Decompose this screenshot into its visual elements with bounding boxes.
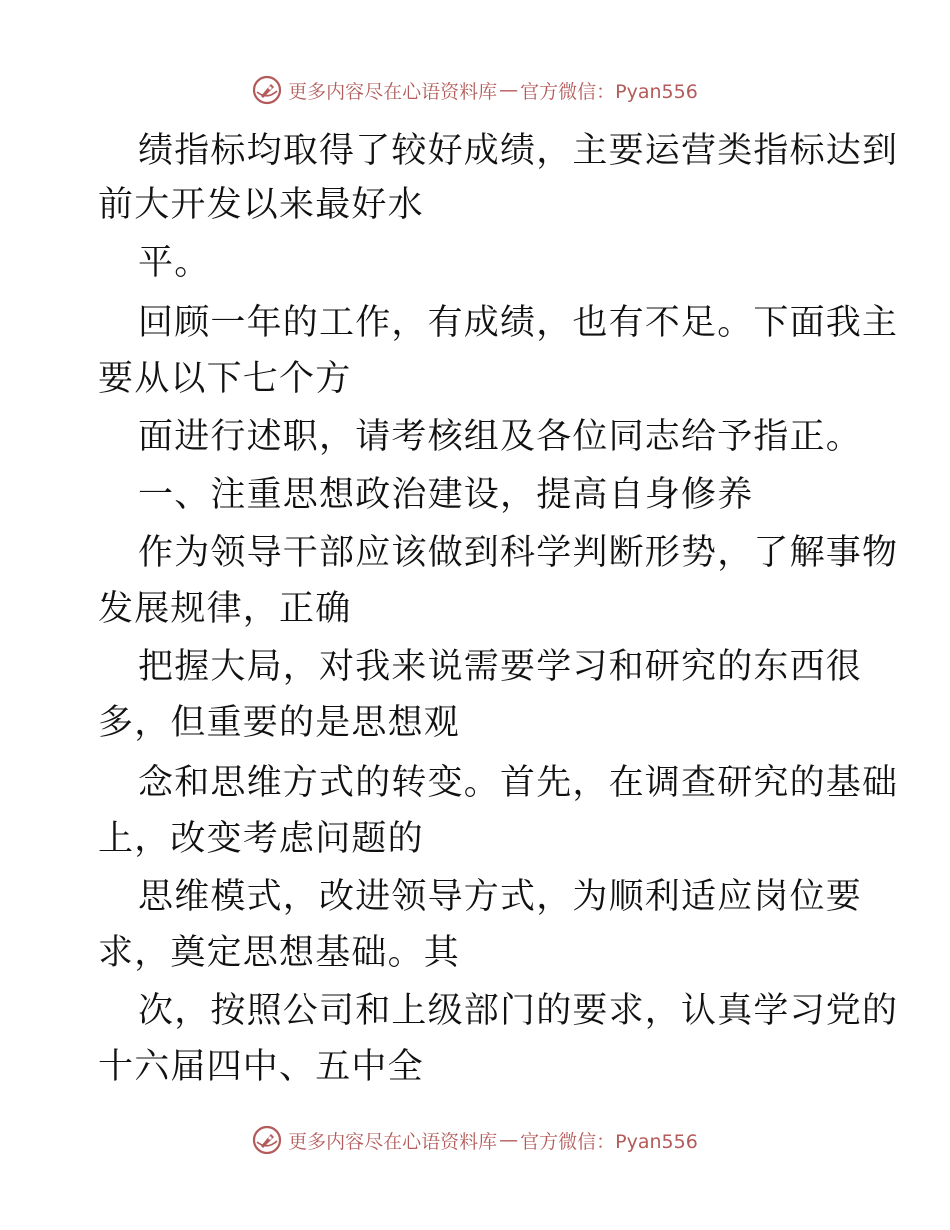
watermark-separator: — bbox=[499, 1129, 519, 1151]
body-line: 十六届四中、五中全 bbox=[98, 1047, 424, 1087]
body-line: 把握大局，对我来说需要学习和研究的东西很 bbox=[138, 647, 863, 687]
body-line: 面进行述职，请考核组及各位同志给予指正。 bbox=[138, 417, 863, 457]
watermark-wechat: 官方微信：Pyan556 bbox=[520, 1130, 698, 1153]
body-line: 思维模式，改进领导方式，为顺利适应岗位要 bbox=[138, 877, 863, 917]
body-line: 平。 bbox=[138, 243, 211, 283]
header-watermark bbox=[0, 68, 950, 112]
body-line: 次，按照公司和上级部门的要求，认真学习党的 bbox=[138, 991, 899, 1031]
body-line: 要从以下七个方 bbox=[98, 359, 352, 399]
body-line: 绩指标均取得了较好成绩，主要运营类指标达到 bbox=[138, 131, 899, 171]
pen-nib-logo-icon bbox=[252, 75, 282, 105]
body-line: 多，但重要的是思想观 bbox=[98, 703, 461, 743]
footer-watermark bbox=[0, 1118, 950, 1162]
body-line: 回顾一年的工作，有成绩，也有不足。下面我主 bbox=[138, 303, 899, 343]
watermark-separator: — bbox=[499, 79, 519, 101]
watermark-wechat: 官方微信：Pyan556 bbox=[520, 80, 698, 103]
pen-nib-logo-icon bbox=[252, 1125, 282, 1155]
body-line: 念和思维方式的转变。首先，在调查研究的基础 bbox=[138, 763, 899, 803]
body-line: 求，奠定思想基础。其 bbox=[98, 933, 461, 973]
watermark-text: 更多内容尽在心语资料库 bbox=[288, 80, 498, 103]
body-line: 发展规律，正确 bbox=[98, 589, 352, 629]
body-line: 前大开发以来最好水 bbox=[98, 185, 424, 225]
body-line: 上，改变考虑问题的 bbox=[98, 819, 424, 859]
watermark-text: 更多内容尽在心语资料库 bbox=[288, 1130, 498, 1153]
section-heading: 一、注重思想政治建设，提高自身修养 bbox=[138, 475, 754, 515]
body-line: 作为领导干部应该做到科学判断形势，了解事物 bbox=[138, 533, 899, 573]
